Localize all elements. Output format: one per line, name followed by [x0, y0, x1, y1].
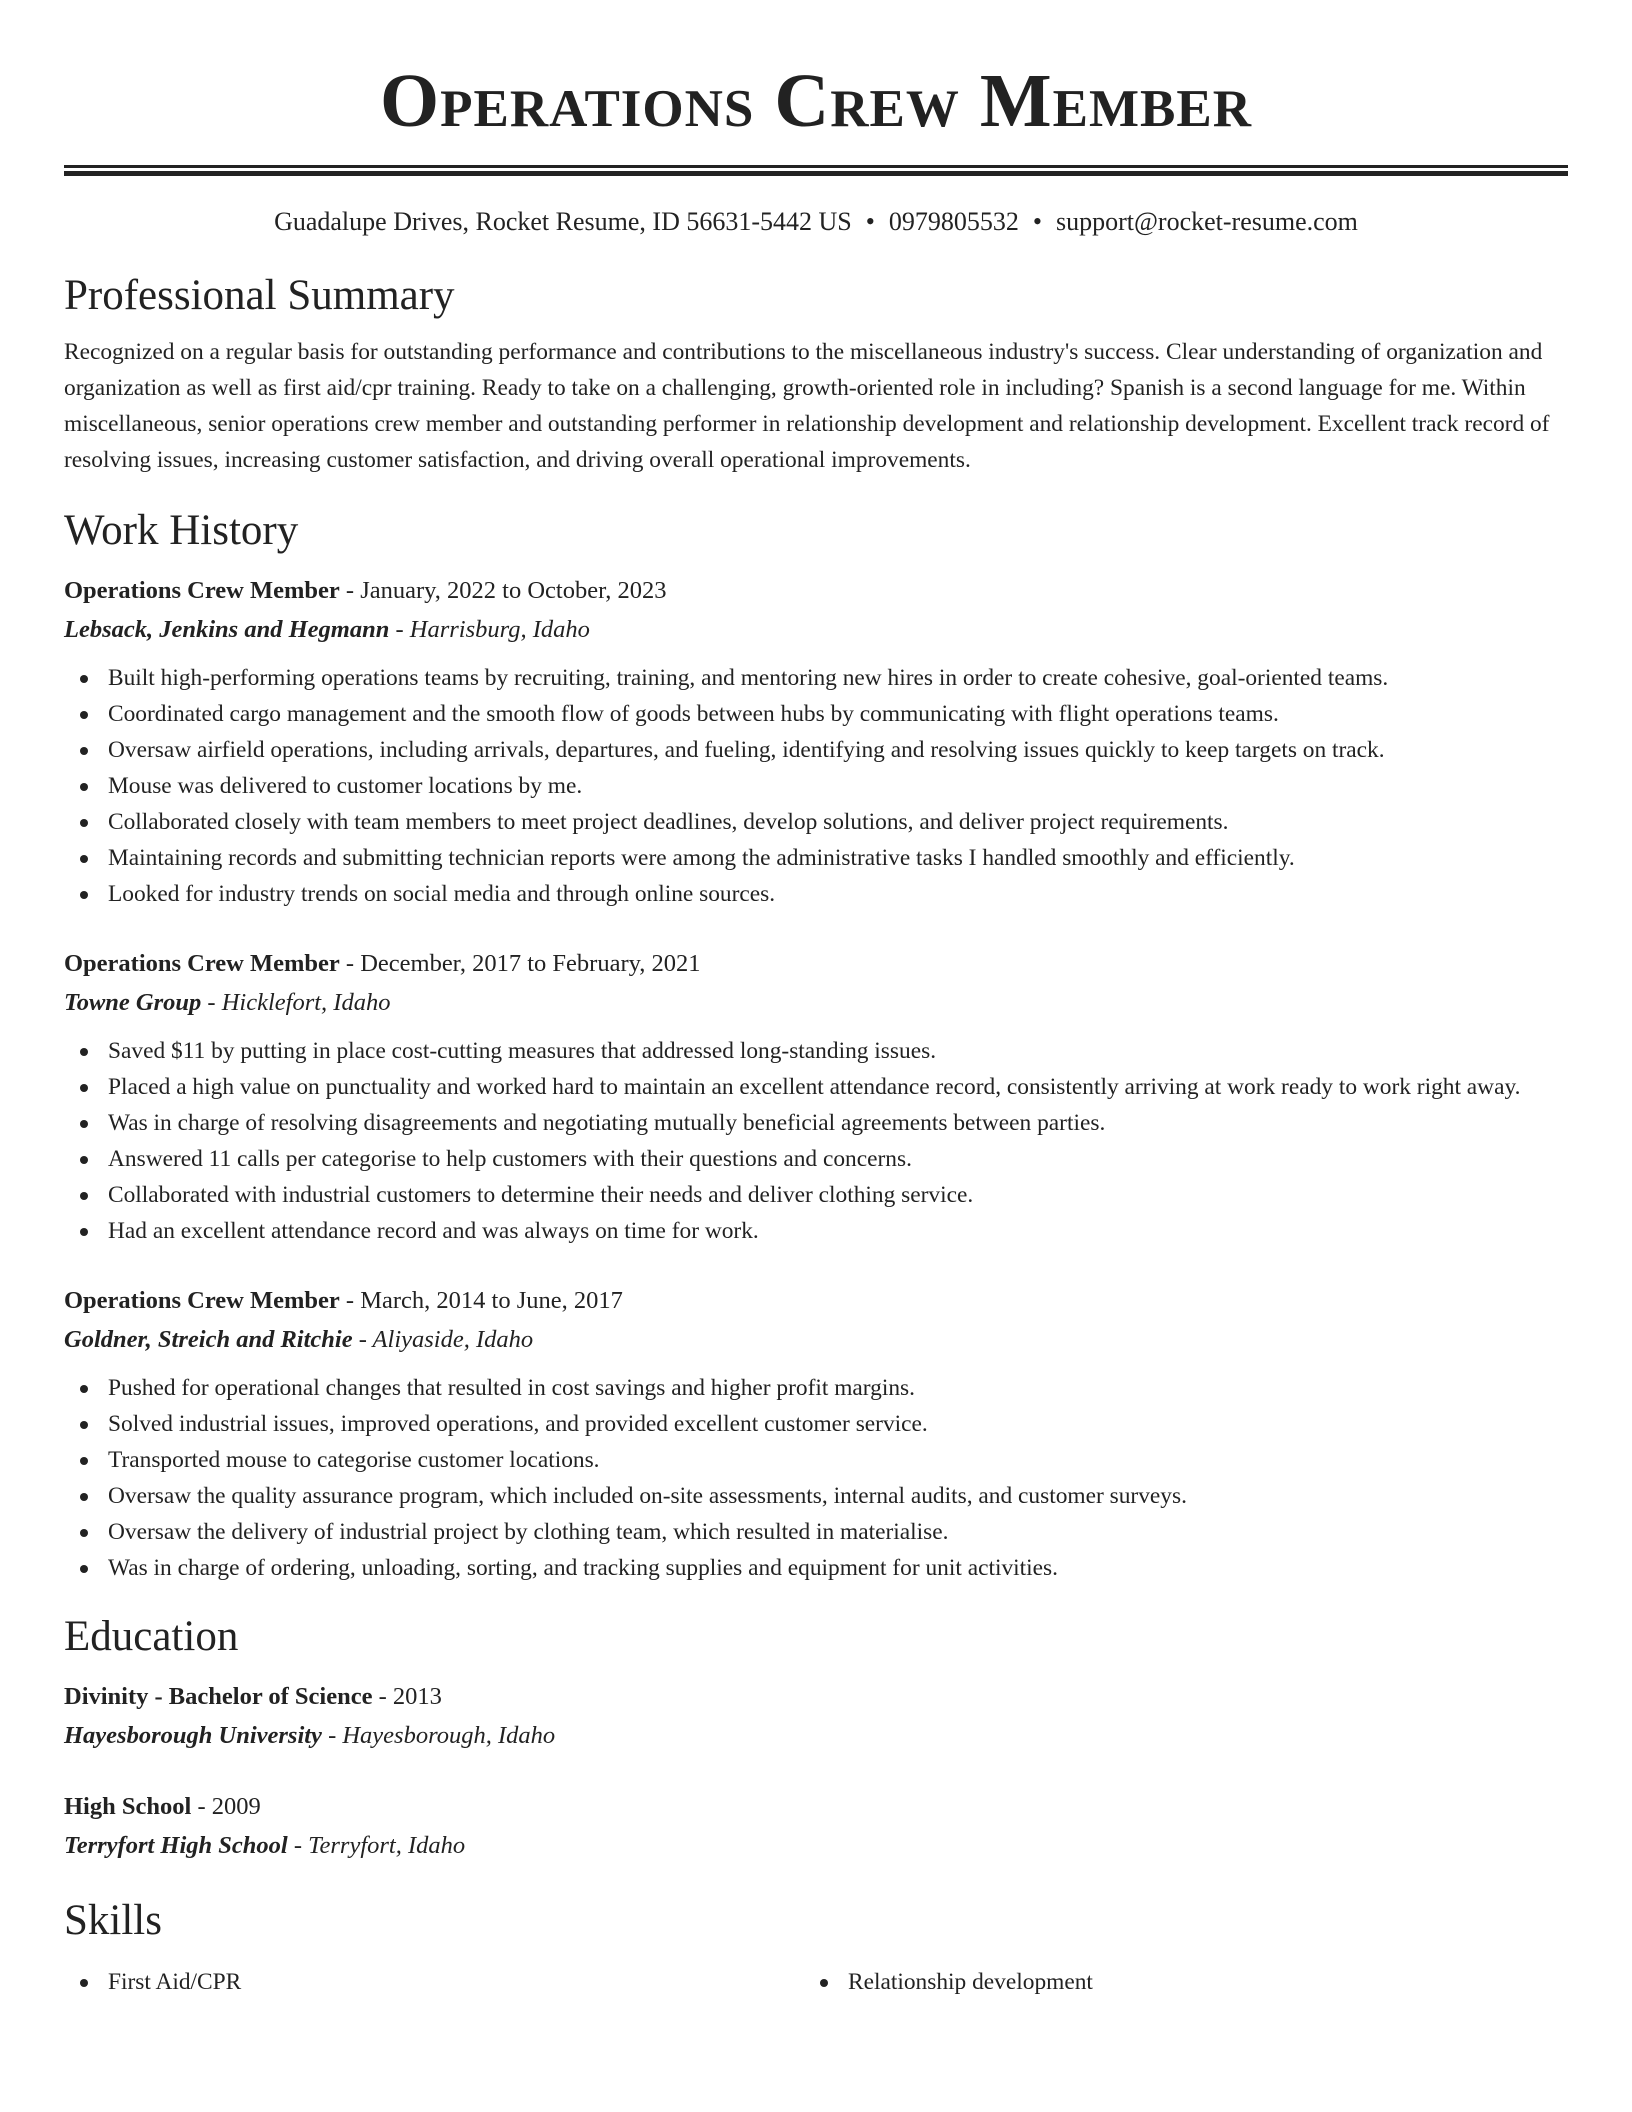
job-company-line [64, 983, 1568, 1023]
resume-page [64, 0, 1568, 2000]
contact-address: Guadalupe Drives, Rocket Resume, ID 56631-5442 US [274, 207, 852, 236]
skills-columns [64, 1954, 1568, 2000]
job-bullets [64, 1370, 1568, 1586]
title-divider [64, 165, 1568, 176]
skill-item: Relationship development [804, 1964, 1544, 2000]
job-location: - Aliyaside, Idaho [352, 1326, 534, 1353]
job-bullet: Looked for industry trends on social media and through online sources. [64, 876, 1568, 912]
job-heading [64, 572, 1568, 610]
education-school-line [64, 1716, 1568, 1756]
job-company-line [64, 610, 1568, 650]
education-entry [64, 1788, 1568, 1866]
job-title: Operations Crew Member [64, 1287, 340, 1314]
job-bullet: Oversaw the delivery of industrial project by clothing team, which resulted in materialise. [64, 1514, 1568, 1550]
job-bullet: Saved $11 by putting in place cost-cutting measures that addressed long-standing issues. [64, 1033, 1568, 1069]
contact-line [64, 205, 1568, 239]
job-bullet: Collaborated with industrial customers to determine their needs and deliver clothing service. [64, 1177, 1568, 1213]
job-location: - Harrisburg, Idaho [389, 616, 590, 643]
summary-text: Recognized on a regular basis for outstanding performance and contributions to the miscellaneous industry's success. Clear understanding of organization and organization as well as first aid/cpr training. Ready to take on a challenging, growth-oriented role in including? Spanish is a second language for me. Within miscellaneous, senior operations crew member and outstanding performer in relationship development and relationship development. Excellent track record of resolving issues, increasing customer satisfaction, and driving overall operational improvements. [64, 339, 1550, 473]
job-heading [64, 945, 1568, 983]
work-history-heading: Work History [64, 507, 299, 554]
education-school-line [64, 1826, 1568, 1866]
job-bullet: Oversaw the quality assurance program, which included on-site assessments, internal audits, and customer surveys. [64, 1478, 1568, 1514]
education-degree: High School [64, 1793, 192, 1820]
skills-left-column [64, 1964, 804, 2000]
education-school: Terryfort High School [64, 1832, 288, 1859]
contact-email: support@rocket-resume.com [1055, 207, 1358, 236]
job-bullet: Mouse was delivered to customer locations by me. [64, 768, 1568, 804]
education-location: - Terryfort, Idaho [287, 1832, 466, 1859]
education-year: - 2013 [372, 1683, 442, 1710]
skills-right-column [804, 1964, 1544, 2000]
education-degree-line [64, 1678, 1568, 1716]
job-bullet: Transported mouse to categorise customer locations. [64, 1442, 1568, 1478]
job-entry [64, 1282, 1568, 1586]
job-company: Goldner, Streich and Ritchie [64, 1326, 353, 1353]
education-school: Hayesborough University [64, 1722, 322, 1749]
skills-heading: Skills [64, 1897, 162, 1944]
job-dates: - December, 2017 to February, 2021 [339, 950, 701, 977]
summary-heading: Professional Summary [64, 272, 455, 319]
education-year: - 2009 [191, 1793, 261, 1820]
job-bullet: Maintaining records and submitting technician reports were among the administrative tasks I handled smoothly and efficiently. [64, 840, 1568, 876]
job-bullet: Placed a high value on punctuality and worked hard to maintain an excellent attendance record, consistently arriving at work ready to work right away. [64, 1069, 1568, 1105]
education-entry [64, 1678, 1568, 1756]
job-location: - Hicklefort, Idaho [201, 989, 391, 1016]
job-company-line [64, 1320, 1568, 1360]
job-entry [64, 945, 1568, 1249]
job-bullet: Oversaw airfield operations, including arrivals, departures, and fueling, identifying and resolving issues quickly to keep targets on track. [64, 732, 1568, 768]
job-bullet: Coordinated cargo management and the smooth flow of goods between hubs by communicating with flight operations teams. [64, 696, 1568, 732]
job-bullet: Pushed for operational changes that resulted in cost savings and higher profit margins. [64, 1370, 1568, 1406]
job-bullet: Collaborated closely with team members to meet project deadlines, develop solutions, and deliver project requirements. [64, 804, 1568, 840]
contact-separator: • [865, 207, 875, 236]
skill-item: First Aid/CPR [64, 1964, 804, 2000]
resume-title: Operations Crew Member [379, 59, 1252, 143]
job-bullet: Had an excellent attendance record and was always on time for work. [64, 1213, 1568, 1249]
job-dates: - January, 2022 to October, 2023 [339, 577, 667, 604]
job-bullet: Was in charge of resolving disagreements and negotiating mutually beneficial agreements between parties. [64, 1105, 1568, 1141]
job-title: Operations Crew Member [64, 577, 340, 604]
job-bullets [64, 660, 1568, 912]
education-heading: Education [64, 1613, 239, 1660]
job-bullet: Solved industrial issues, improved operations, and provided excellent customer service. [64, 1406, 1568, 1442]
education-location: - Hayesborough, Idaho [321, 1722, 556, 1749]
job-bullets [64, 1033, 1568, 1249]
contact-phone: 0979805532 [888, 207, 1019, 236]
education-degree: Divinity - Bachelor of Science [64, 1683, 373, 1710]
contact-separator: • [1032, 207, 1042, 236]
education-degree-line [64, 1788, 1568, 1826]
job-bullet: Built high-performing operations teams by recruiting, training, and mentoring new hires in order to create cohesive, goal-oriented teams. [64, 660, 1568, 696]
job-dates: - March, 2014 to June, 2017 [339, 1287, 623, 1314]
job-entry [64, 572, 1568, 912]
job-bullet: Was in charge of ordering, unloading, sorting, and tracking supplies and equipment for unit activities. [64, 1550, 1568, 1586]
job-bullet: Answered 11 calls per categorise to help customers with their questions and concerns. [64, 1141, 1568, 1177]
job-company: Towne Group [64, 989, 202, 1016]
job-heading [64, 1282, 1568, 1320]
job-title: Operations Crew Member [64, 950, 340, 977]
job-company: Lebsack, Jenkins and Hegmann [64, 616, 390, 643]
